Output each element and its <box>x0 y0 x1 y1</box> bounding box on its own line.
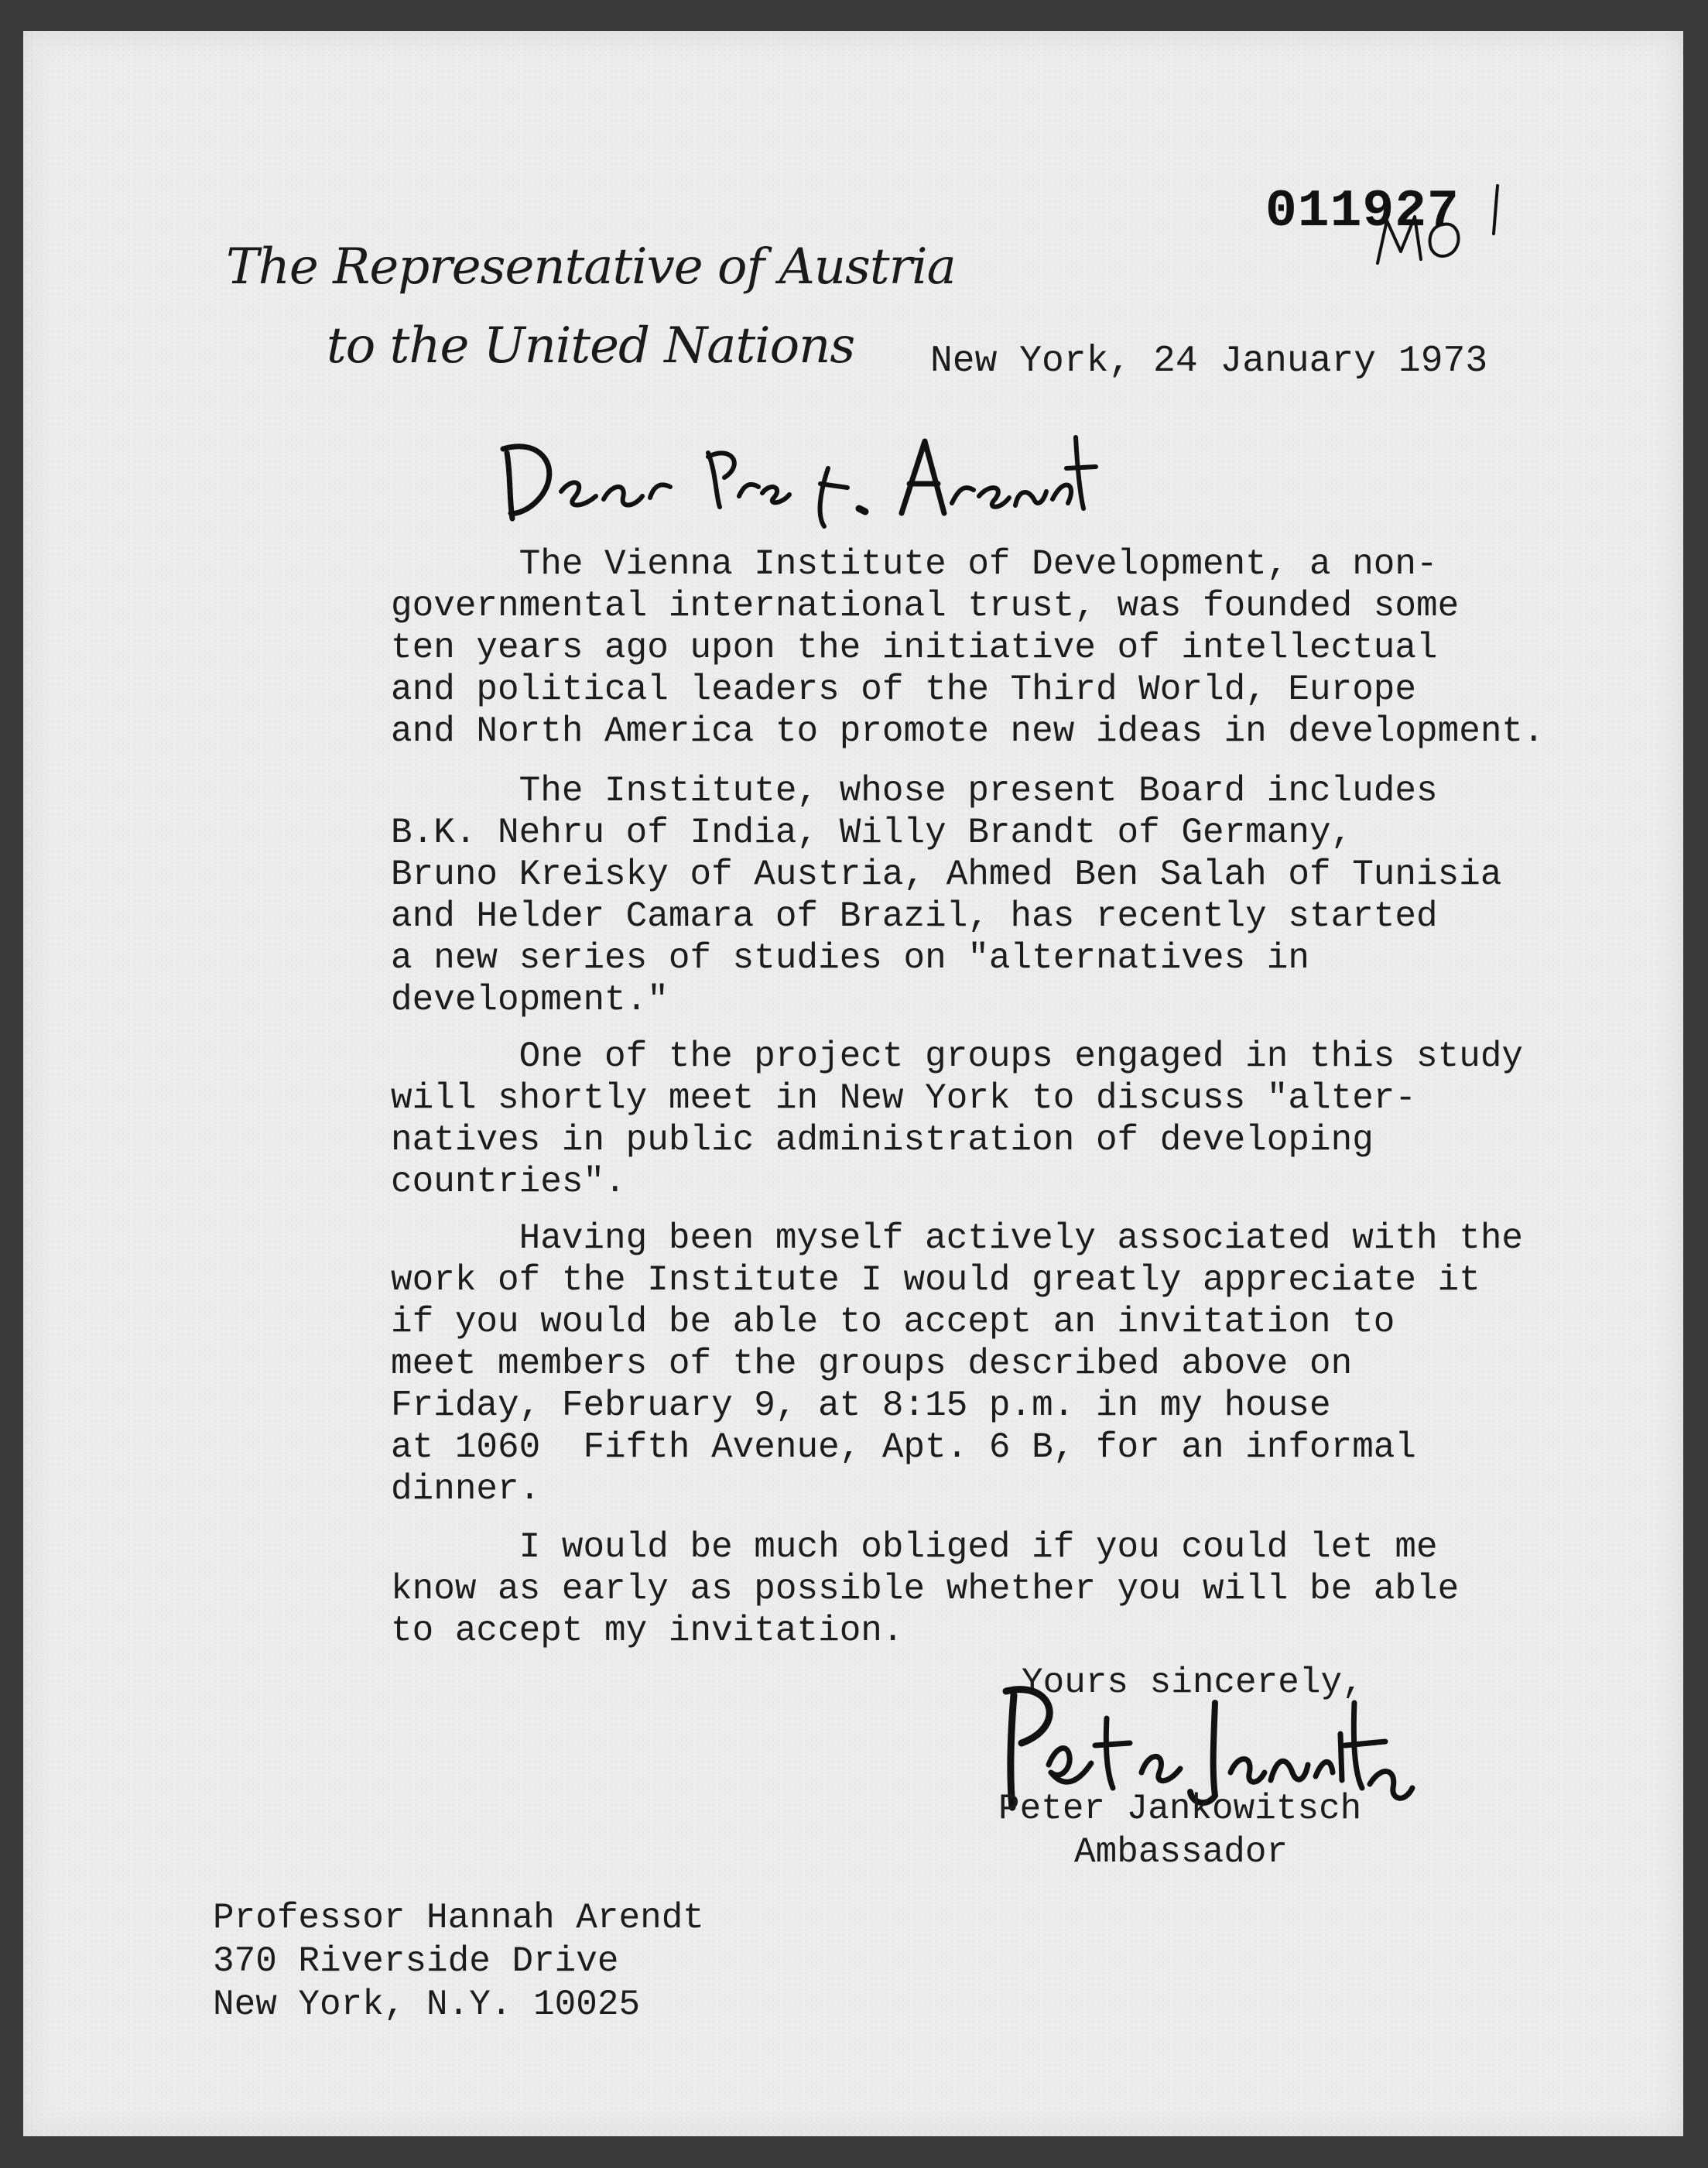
handwritten-salutation <box>495 422 1099 530</box>
paragraph-3: One of the project groups engaged in this study will shortly meet in New York to discuss "alter- natives in public administration of developing countries". <box>391 1036 1524 1202</box>
closing: Yours sincerely, <box>1022 1663 1364 1703</box>
letterhead-line-1: The Representative of Austria <box>226 238 956 296</box>
handwritten-annotation <box>1370 178 1525 294</box>
signer-title: Ambassador <box>1074 1832 1289 1872</box>
letter-date: New York, 24 January 1973 <box>930 341 1488 382</box>
recipient-city: New York, N.Y. 10025 <box>213 1985 641 2025</box>
paragraph-1: The Vienna Institute of Development, a non- governmental international trust, was founded some ten years ago upon the initiative of intellectual and political leaders of the Third World, Europe and North America to promote new ideas in development. <box>391 544 1545 752</box>
serial-number: 011927 <box>1265 182 1460 241</box>
letterhead-line-2: to the United Nations <box>327 317 855 375</box>
signer-name: Peter Jankowitsch <box>998 1789 1362 1829</box>
paragraph-4: Having been myself actively associated with the work of the Institute I would greatly appreciate it if you would be able to accept an invitation to meet members of the groups described above on Friday, February 9, at 8:15 p.m. in my house at 1060 Fifth Avenue, Apt. 6 B, for an informal dinner. <box>391 1218 1524 1509</box>
paragraph-5: I would be much obliged if you could let me know as early as possible whether you will be able to accept my invitation. <box>391 1527 1460 1651</box>
recipient-name: Professor Hannah Arendt <box>213 1898 704 1938</box>
paragraph-2: The Institute, whose present Board includes B.K. Nehru of India, Willy Brandt of Germany, Bruno Kreisky of Austria, Ahmed Ben Salah of Tunisia and Helder Camara of Brazil, has recently started a new series of studies on "alternatives in development." <box>391 771 1502 1020</box>
letter-sheet <box>23 31 1683 2136</box>
recipient-street: 370 Riverside Drive <box>213 1941 619 1981</box>
recipient-address <box>213 1896 704 2026</box>
